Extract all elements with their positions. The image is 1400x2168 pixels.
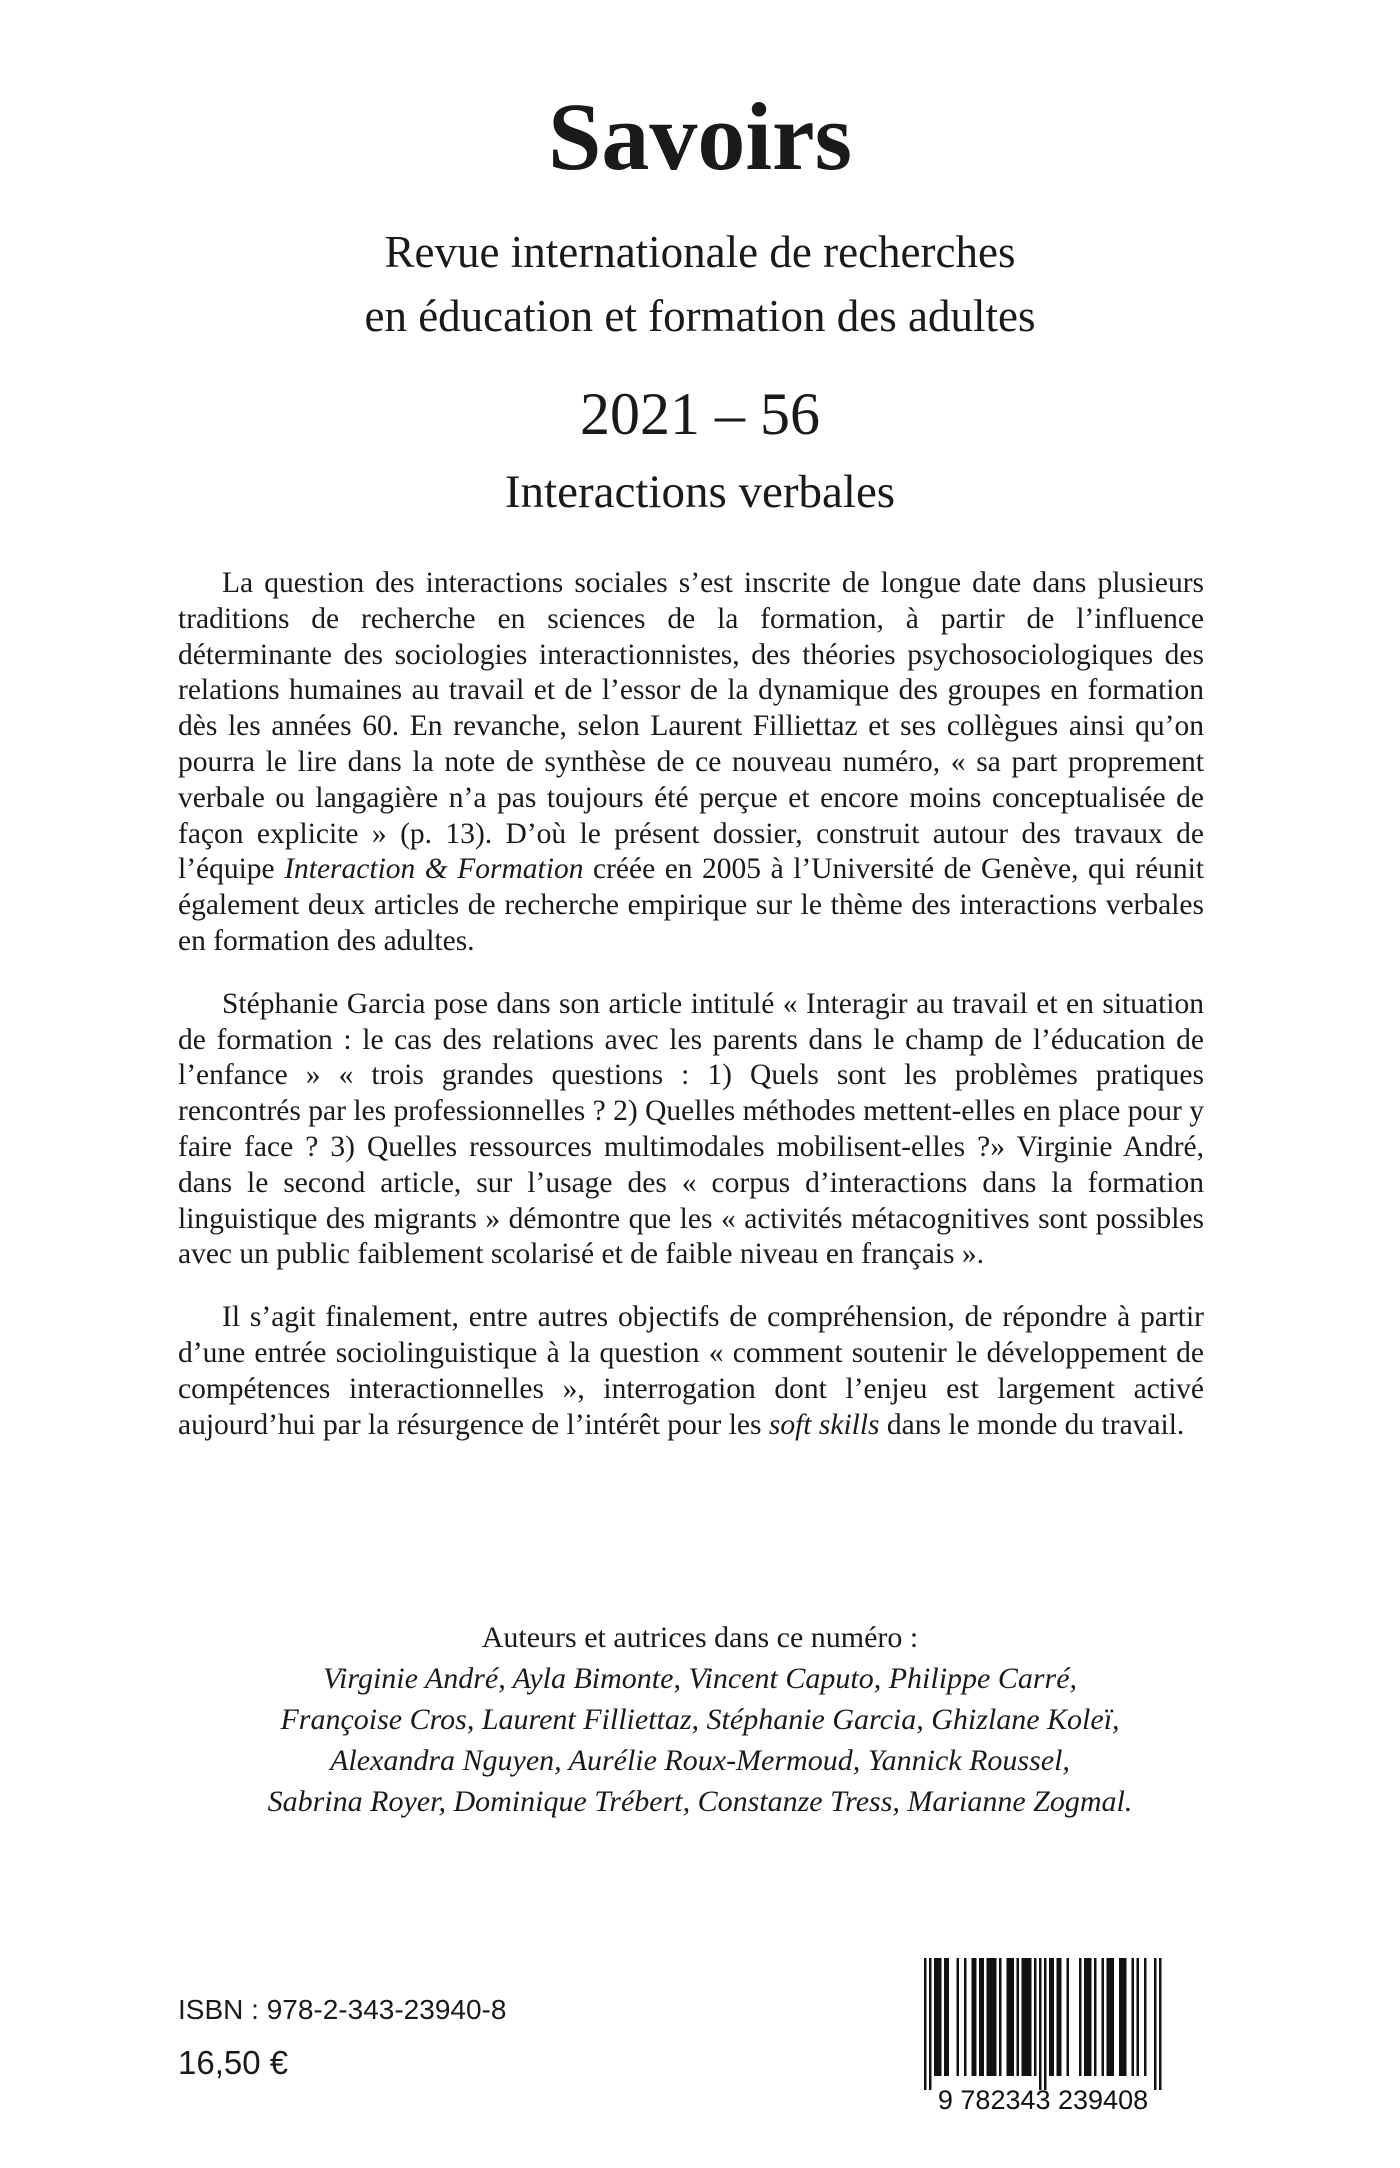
barcode-bar xyxy=(1012,1958,1015,2076)
barcode-bar xyxy=(1124,1958,1127,2076)
barcode-bar xyxy=(947,1958,950,2076)
barcode-bar xyxy=(944,1958,947,2076)
barcode-bar xyxy=(957,1958,960,2076)
barcode-bar xyxy=(982,1958,985,2076)
barcode-bar xyxy=(1154,1958,1157,2090)
barcode-digits: 9 782343 239408 xyxy=(937,2085,1149,2114)
price: 16,50 € xyxy=(178,2044,289,2081)
barcode-bar xyxy=(1024,1958,1027,2076)
paragraph-1 xyxy=(178,566,1204,960)
paragraph-1-part-a: La question des interactions sociales s’est inscrite de longue date dans plusieurs traditions de recherche en sciences de la formation, à partir de l’influence déterminante des sociologies interactionnistes, des théories psychosociologiques des relations humaines au travail et de l’essor de la dynamique des groupes en formation dès les années 60. En revanche, selon Laurent Filliettaz et ses collègues ainsi qu’on pourra le lire dans la note de synthèse de ce nouveau numéro, « sa part proprement verbale ou langagière n’a pas toujours été perçue et encore moins conceptualisée de façon explicite » (p. 13). D’où le présent dossier, construit autour des travaux de l’équipe xyxy=(178,567,1204,886)
barcode-bar xyxy=(1034,1958,1037,2076)
barcode-bar xyxy=(1089,1958,1092,2076)
barcode-bar xyxy=(1109,1958,1112,2076)
barcode-bar xyxy=(1119,1958,1122,2076)
isbn: ISBN : 978-2-343-23940-8 xyxy=(178,1994,507,2025)
barcode-bar xyxy=(1052,1958,1055,2076)
barcode-bar xyxy=(1044,1958,1047,2090)
paragraph-3-part-a: Il s’agit finalement, entre autres objectifs de compréhension, de répondre à partir d’une entrée sociolinguistique à la question « comment soutenir le développement de compétences interactionnelles », interrogation dont l’enjeu est largement activé aujourd’hui par la résurgence de l’intérêt pour les xyxy=(178,1301,1204,1441)
barcode-bar xyxy=(1087,1958,1090,2076)
barcode-bar xyxy=(1007,1958,1010,2076)
authors-label: Auteurs et autrices dans ce numéro : xyxy=(481,1621,919,1654)
barcode-graphic xyxy=(898,1958,1188,2114)
barcode xyxy=(898,1958,1188,2114)
barcode-bar xyxy=(1102,1958,1105,2076)
barcode-bar xyxy=(987,1958,990,2076)
barcode-bar xyxy=(994,1958,997,2076)
barcode-bar xyxy=(1049,1958,1052,2076)
barcode-bar xyxy=(1039,1958,1042,2090)
barcode-bar xyxy=(1017,1958,1020,2076)
barcode-bar xyxy=(1144,1958,1147,2076)
paragraph-3-part-b: dans le monde du travail. xyxy=(879,1408,1185,1441)
barcode-bar xyxy=(979,1958,982,2076)
barcode-bar xyxy=(1029,1958,1032,2076)
barcode-bar xyxy=(989,1958,992,2076)
back-cover-text xyxy=(178,566,1204,1470)
authors-line-1: Virginie André, Ayla Bimonte, Vincent Caputo, Philippe Carré, xyxy=(322,1662,1078,1695)
barcode-bar xyxy=(939,1958,942,2076)
authors-line-4: Sabrina Royer, Dominique Trébert, Constanze Tress, Marianne Zogmal. xyxy=(267,1785,1133,1818)
barcode-bar xyxy=(934,1958,937,2076)
barcode-bar xyxy=(974,1958,977,2076)
barcode-bar xyxy=(1009,1958,1012,2076)
paragraph-2: Stéphanie Garcia pose dans son article intitulé « Interagir au travail et en situation de formation : le cas des relations avec les parents dans le champ de l’éducation de l’enfance » « trois grandes questions : 1) Quels sont les problèmes pratiques rencontrés par les professionnelles ? 2) Quelles méthodes mettent-elles en place pour y faire face ? 3) Quelles ressources multimodales mobilisent-elles ?» Virginie André, dans le second article, sur l’usage des « corpus d’interactions dans la formation linguistique des migrants » démontre que les « activités métacognitives sont possibles avec un public faiblement scolarisé et de faible niveau en français ». xyxy=(178,987,1204,1271)
issue-theme: Interactions verbales xyxy=(504,466,896,518)
barcode-bar xyxy=(992,1958,995,2076)
authors-line-3: Alexandra Nguyen, Aurélie Roux-Mermoud, Yannick Roussel, xyxy=(330,1744,1070,1777)
barcode-bar xyxy=(1027,1958,1030,2076)
barcode-bar xyxy=(1094,1958,1097,2076)
team-name: Interaction & Formation xyxy=(284,853,584,886)
barcode-bar xyxy=(1122,1958,1125,2076)
barcode-bar xyxy=(1084,1958,1087,2076)
barcode-bar xyxy=(1107,1958,1110,2076)
authors-block xyxy=(150,1617,1250,1822)
barcode-bar xyxy=(1112,1958,1115,2076)
barcode-bar xyxy=(1059,1958,1062,2076)
subtitle-line-2: en éducation et formation des adultes xyxy=(364,291,1036,341)
paragraph-3 xyxy=(178,1300,1204,1443)
barcode-bar xyxy=(999,1958,1002,2076)
soft-skills-term: soft skills xyxy=(768,1408,880,1441)
journal-subtitle xyxy=(0,220,1400,348)
authors-line-2: Françoise Cros, Laurent Filliettaz, Stéphanie Garcia, Ghizlane Koleï, xyxy=(280,1703,1120,1736)
barcode-bar xyxy=(1067,1958,1070,2076)
barcode-bar xyxy=(1022,1958,1025,2076)
barcode-bar xyxy=(1132,1958,1135,2076)
barcode-bar xyxy=(937,1958,940,2076)
barcode-bar xyxy=(1159,1958,1162,2090)
barcode-bar xyxy=(1057,1958,1060,2076)
barcode-bar xyxy=(964,1958,967,2076)
barcode-bar xyxy=(929,1958,932,2090)
issue-number: 2021 – 56 xyxy=(580,381,820,447)
barcode-bar xyxy=(1079,1958,1082,2076)
barcode-bar xyxy=(924,1958,927,2090)
subtitle-line-1: Revue internationale de recherches xyxy=(384,227,1016,277)
barcode-bar xyxy=(972,1958,975,2076)
paragraph-1-part-b: créée en 2005 à l’Université de Genève, qui réunit également deux articles de recherche empirique sur le thème des interactions verbales en formation des adultes. xyxy=(178,853,1204,957)
journal-title: Savoirs xyxy=(547,83,853,190)
barcode-bar xyxy=(1137,1958,1140,2076)
